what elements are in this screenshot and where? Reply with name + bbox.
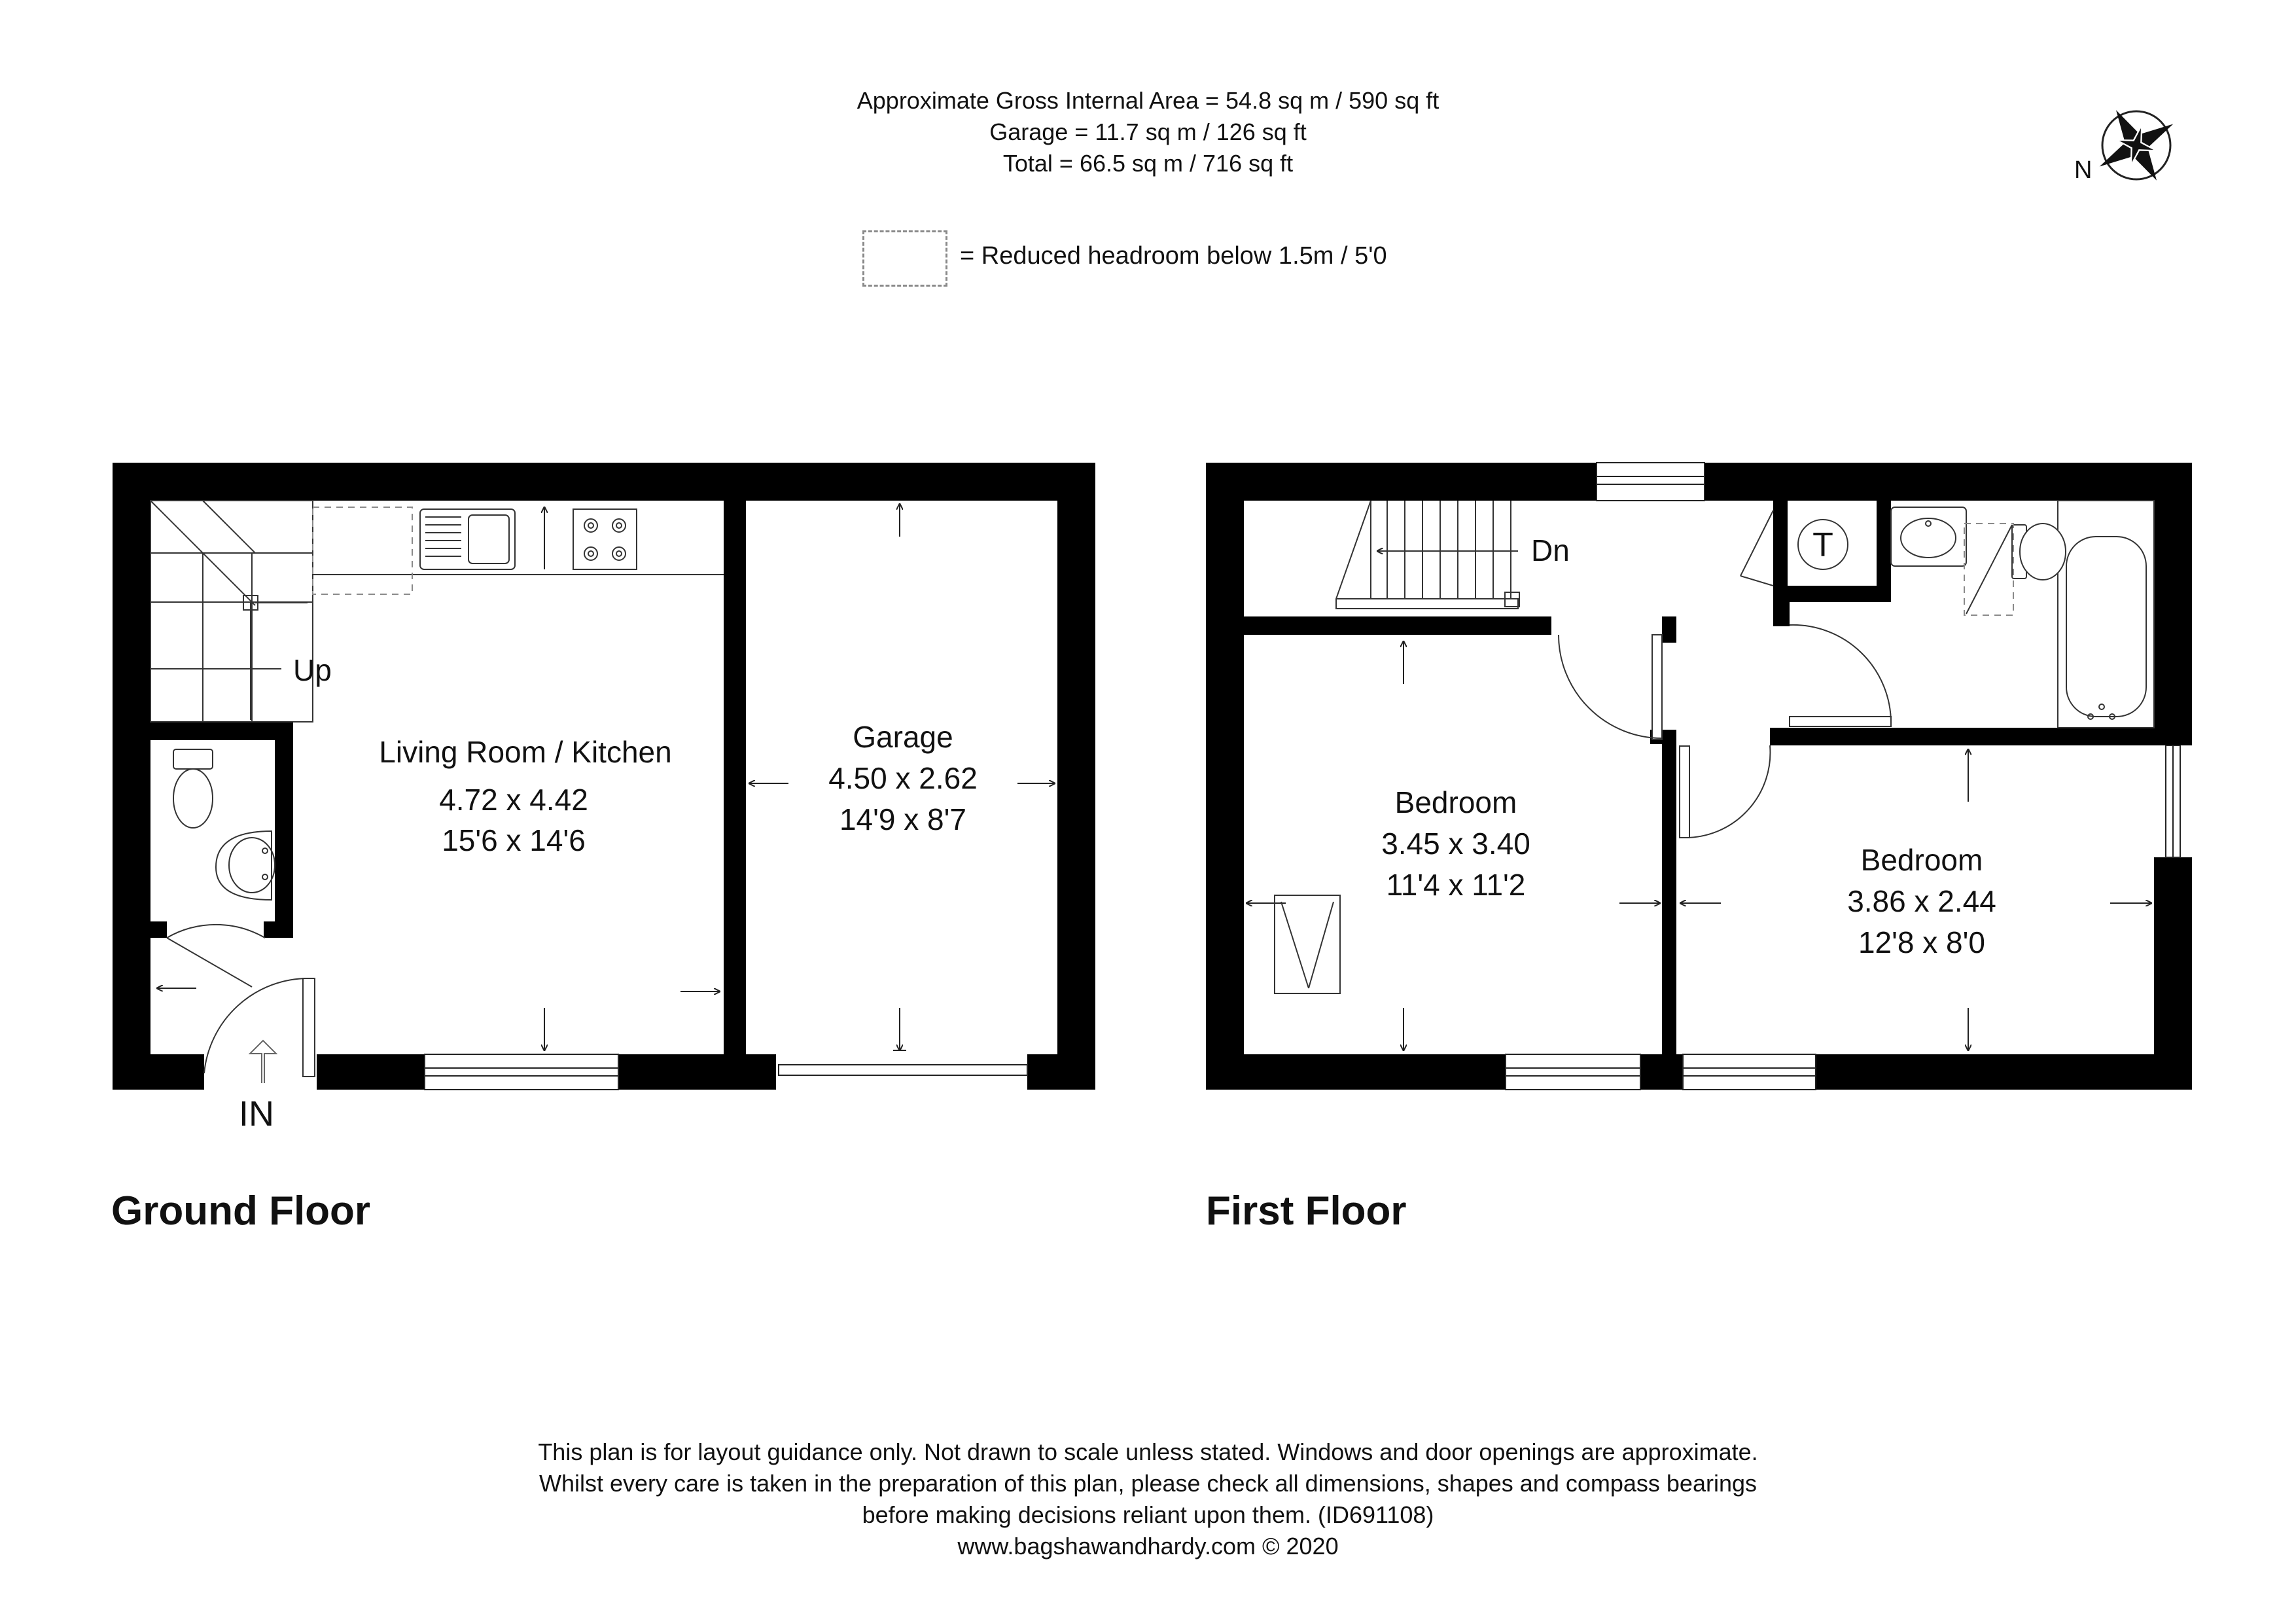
first-floor-title: First Floor (1206, 1188, 1407, 1234)
ground-floor-title: Ground Floor (111, 1188, 371, 1234)
cupboard-t-label: T (1812, 526, 1833, 564)
entrance-arrow-icon (250, 1041, 276, 1083)
room-name: Bedroom (1860, 843, 1983, 877)
area-line: Approximate Gross Internal Area = 54.8 sq m / 590 sq ft (857, 87, 1439, 114)
entrance-label: IN (239, 1094, 274, 1133)
disclaimer-line-1: This plan is for layout guidance only. Not drawn to scale unless stated. Windows and door openings are approximate. (538, 1438, 1758, 1465)
reduced-headroom-legend: = Reduced headroom below 1.5m / 5'0 (960, 242, 1387, 270)
bathroom-toilet-icon (2012, 524, 2066, 580)
total-area-line: Total = 66.5 sq m / 716 sq ft (1002, 150, 1294, 177)
compass-icon (2079, 89, 2194, 202)
ground-stairs (150, 501, 313, 722)
kitchen-units (313, 507, 724, 594)
disclaimer-line-2: Whilst every care is taken in the preparation of this plan, please check all dimensions, shapes and compass bearings (539, 1470, 1757, 1497)
room-name: Living Room / Kitchen (379, 735, 672, 769)
room-imperial-size: 15'6 x 14'6 (442, 823, 586, 857)
room-imperial-size: 14'9 x 8'7 (839, 802, 967, 836)
room-name: Bedroom (1394, 785, 1517, 819)
hob-icon (573, 509, 637, 569)
bathroom-washbasin-icon (1891, 507, 1966, 566)
copyright-line: www.bagshawandhardy.com © 2020 (957, 1533, 1339, 1560)
first-stairs (1336, 501, 1519, 609)
compass-north-label: N (2074, 156, 2093, 184)
room-imperial-size: 12'8 x 8'0 (1858, 925, 1986, 959)
washbasin-icon (216, 831, 275, 900)
bath-icon (2058, 501, 2154, 728)
first-floor-windows (1506, 463, 2180, 1090)
room-metric-size: 4.72 x 4.42 (439, 783, 588, 817)
room-metric-size: 3.86 x 2.44 (1847, 884, 1996, 918)
room-metric-size: 3.45 x 3.40 (1381, 827, 1530, 861)
toilet-icon (173, 749, 213, 828)
first-stairs-down-label: Dn (1531, 533, 1570, 567)
garage-area-line: Garage = 11.7 sq m / 126 sq ft (989, 118, 1307, 145)
room-name: Garage (853, 720, 953, 754)
living-room-kitchen-label (379, 735, 671, 857)
room-imperial-size: 11'4 x 11'2 (1386, 868, 1526, 902)
room-metric-size: 4.50 x 2.62 (828, 761, 978, 795)
ground-stairs-up-label: Up (293, 653, 332, 687)
bedroom-1-label (1381, 785, 1530, 902)
ground-doors (167, 925, 315, 1077)
bedroom-2-label (1847, 843, 1996, 959)
bedroom-reduced-headroom-area (1275, 895, 1340, 993)
sink-icon (420, 509, 515, 569)
disclaimer-line-3: before making decisions reliant upon them. (ID691108) (862, 1501, 1434, 1528)
garage-label (828, 720, 978, 836)
